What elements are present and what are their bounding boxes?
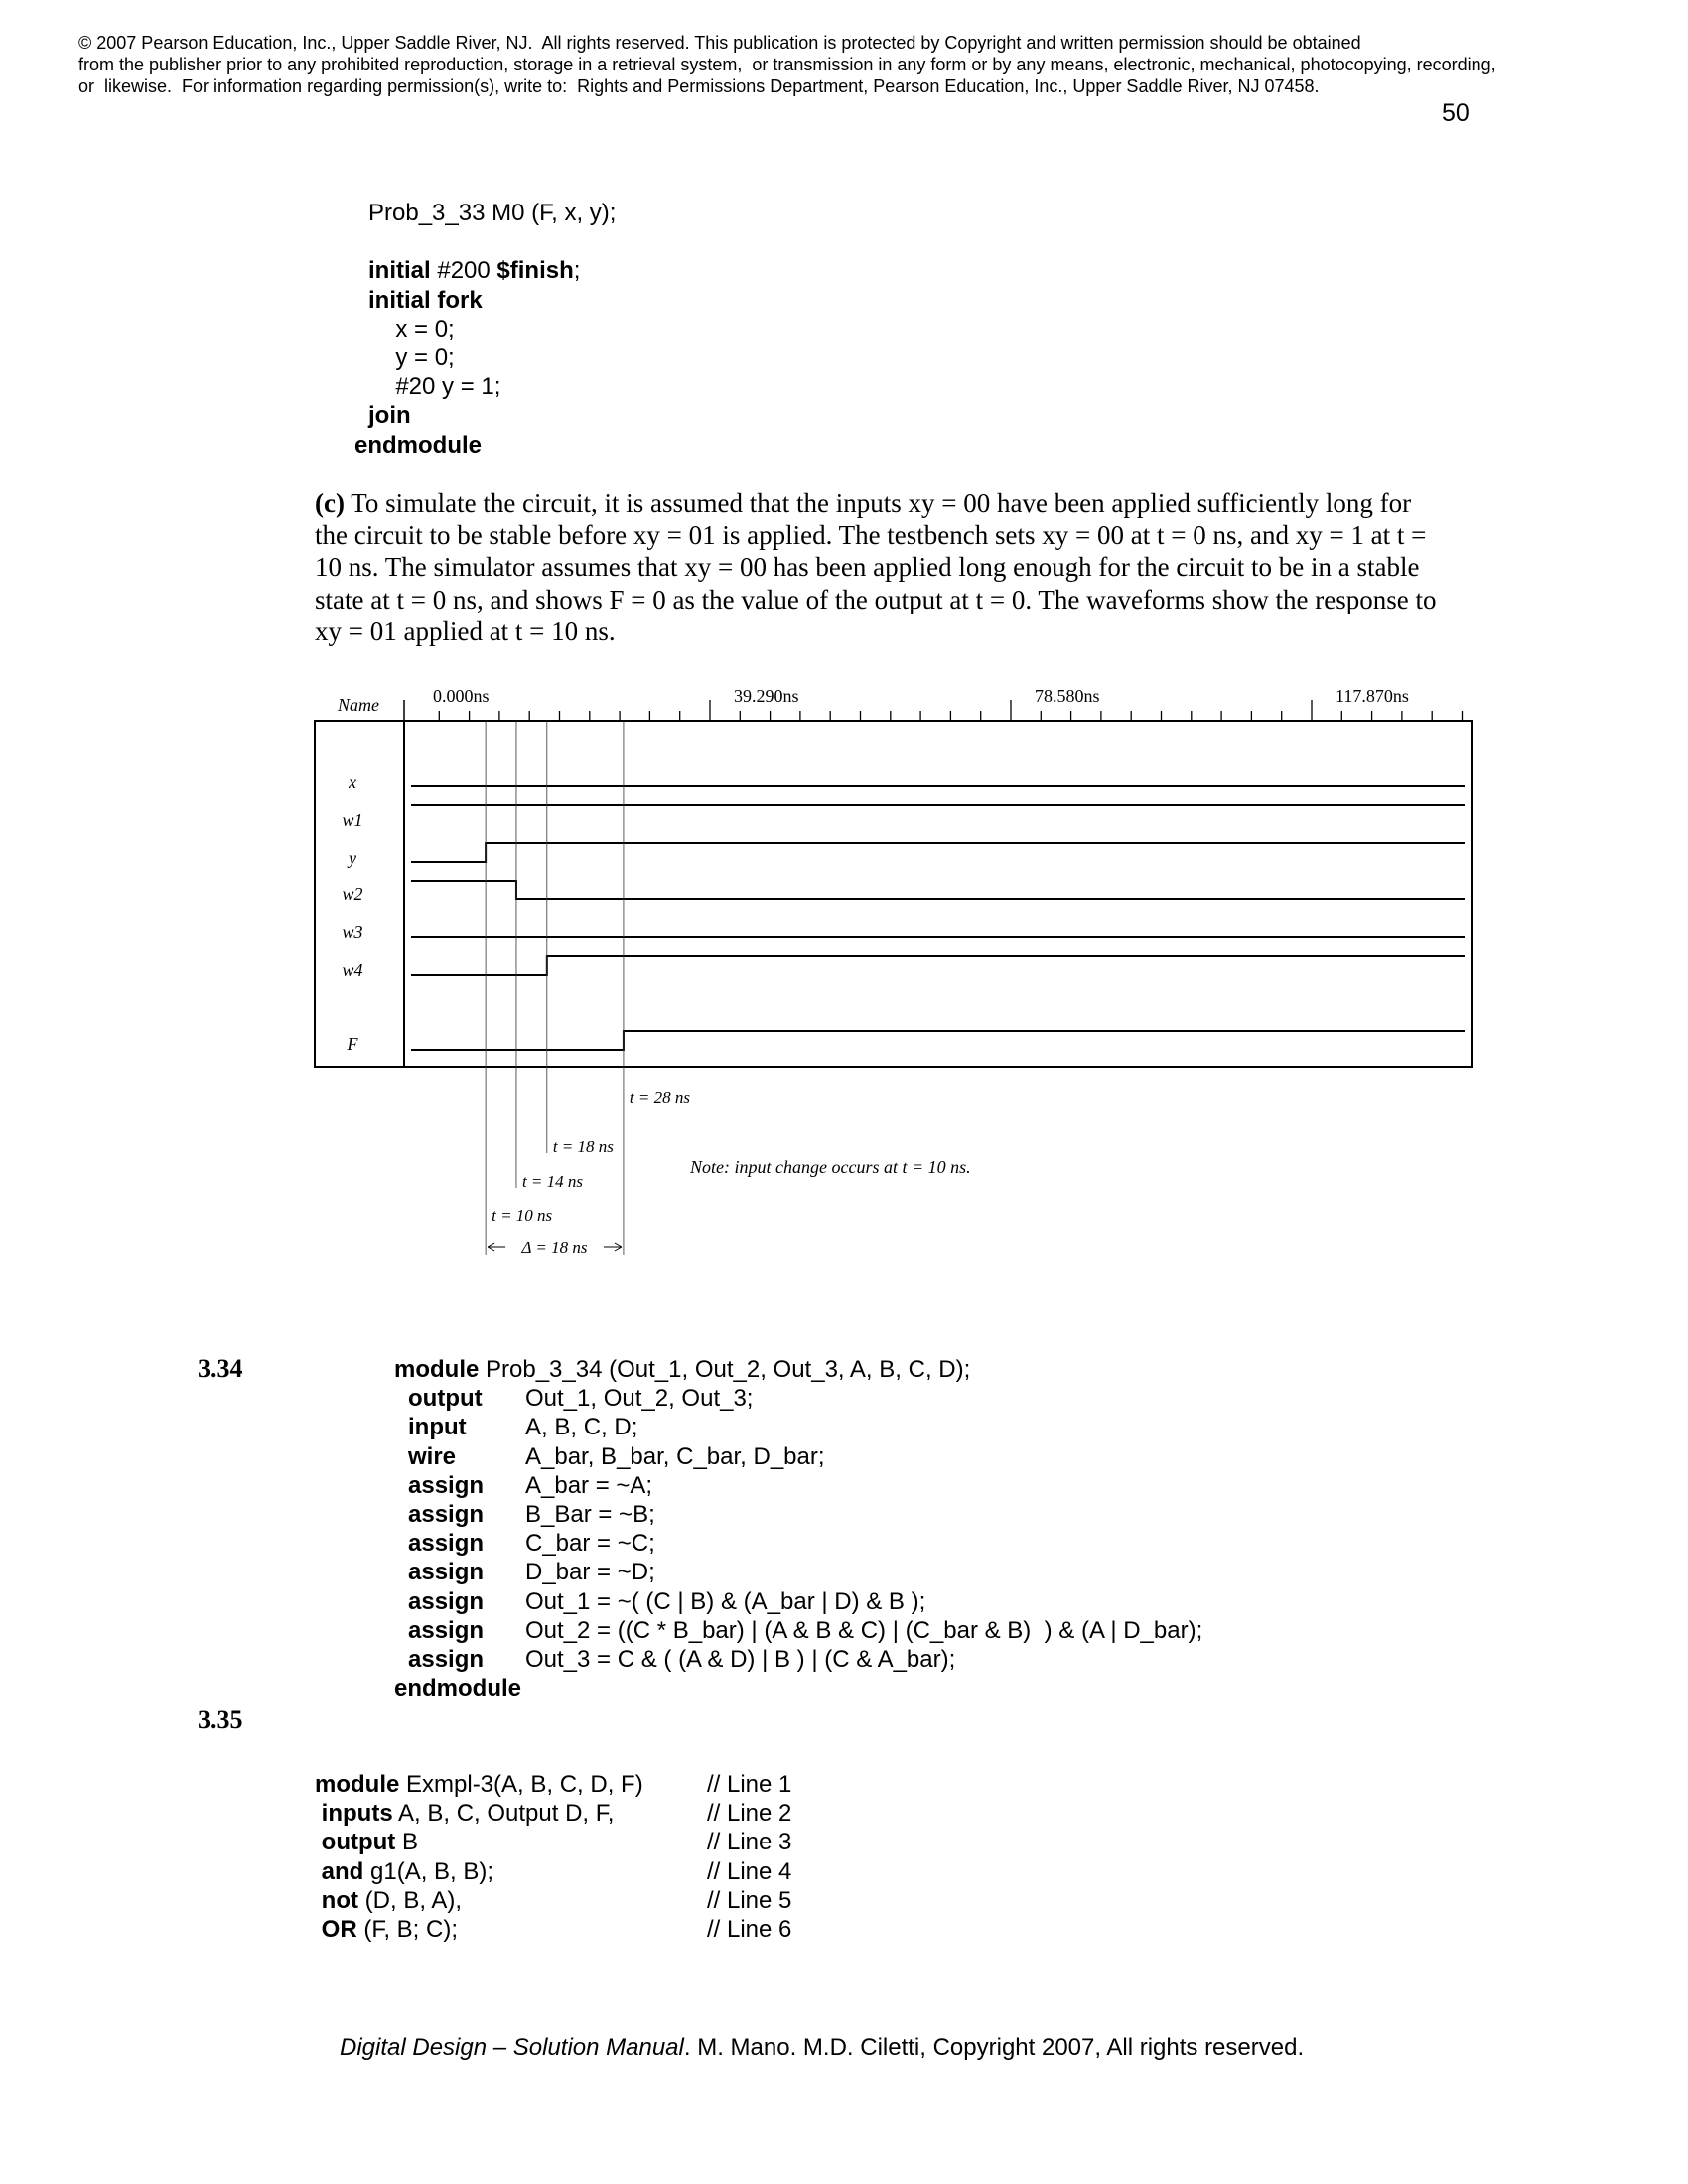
code-text: #200 [430,257,497,285]
code-keyword: assign [408,1645,485,1673]
footer-text: . M. Mano. M.D. Ciletti, Copyright 2007, All rights reserved. [683,2034,1305,2061]
code-text: Out_2 = ((C * B_bar) | (A & B & C) | (C_bar & B) ) & (A | D_bar); [525,1616,1203,1644]
code-keyword: assign [408,1616,485,1644]
code-keyword: initial fork [368,286,483,314]
footer [340,2034,1304,2062]
code-keyword: join [368,402,411,430]
problem-number-3-35: 3.35 [198,1706,243,1734]
code-text: ; [573,257,581,285]
code-line [394,1355,970,1384]
line-comment: // Line 4 [707,1857,792,1885]
copyright-line: or likewise. For information regarding permission(s), write to: Rights and Permissions Department, Pearson Education, Inc., Upper Saddle River, NJ 07458. [78,76,1320,96]
code-keyword: output [321,1829,396,1856]
para-line: 10 ns. The simulator assumes that xy = 00 has been applied long enough for the circuit to be in a stable [315,552,1420,583]
code-keyword: assign [408,1471,485,1499]
code-line [315,1857,792,1886]
name-header: Name [338,695,379,715]
code-line [408,1413,970,1441]
code-text: Out_3 = C & ( (A & D) | B ) | (C & A_bar); [525,1645,956,1673]
code-text: A, B, C, Output D, F, [392,1800,615,1828]
signal-trace-y [411,843,1465,862]
code-text: g1(A, B, B); [363,1857,494,1885]
code-keyword: module [315,1771,400,1798]
code-keyword: not [321,1886,358,1914]
code-text: Out_1 = ~( (C | B) & (A_bar | D) & B ); [525,1587,926,1615]
code-line [408,1587,970,1616]
signal-label-w2: w2 [342,885,363,904]
code-keyword: initial [368,257,431,285]
code-keyword: inputs [321,1800,393,1828]
code-keyword: module [394,1356,480,1383]
line-comment: // Line 5 [707,1886,792,1914]
signal-trace-F [411,1031,1465,1050]
code-keyword: assign [408,1500,485,1528]
signal-label-y: y [349,848,356,868]
code-keyword: output [408,1385,483,1413]
code-text: Out_1, Out_2, Out_3; [525,1385,754,1413]
code-text [315,1858,322,1885]
code-text: A_bar = ~A; [525,1471,653,1499]
code-text: C_bar = ~C; [525,1530,655,1558]
code-line [408,1529,970,1558]
para-line: (c) To simulate the circuit, it is assumed that the inputs xy = 00 have been applied sufficiently long for [315,488,1412,518]
code-text: B_Bar = ~B; [525,1500,655,1528]
code-line [315,1799,792,1828]
code-line [315,1770,792,1799]
signal-label-w1: w1 [342,810,363,830]
time-marker-label: t = 14 ns [521,1172,584,1191]
waveform-frame [315,721,1472,1067]
line-comment: // Line 1 [707,1771,792,1798]
code-text: Exmpl-3(A, B, C, D, F) [399,1771,643,1798]
time-axis-label: 39.290ns [734,686,799,706]
page-number: 50 [1442,99,1470,127]
code-line [315,1886,792,1915]
time-axis-label: 117.870ns [1336,686,1409,706]
code-line [315,1915,792,1944]
code-line [408,1442,970,1471]
code-line [408,1471,970,1500]
code-text: y = 0; [382,343,455,371]
code-keyword: assign [408,1559,485,1586]
code-text [315,1800,322,1827]
code-keyword: $finish [496,257,574,285]
time-marker-label: t = 10 ns [492,1206,553,1225]
signal-label-w4: w4 [342,960,363,980]
code-line [394,1674,970,1703]
signal-trace-w2 [411,881,1465,899]
code-text: A, B, C, D; [525,1414,638,1441]
code-text [315,1887,322,1914]
code-text: Prob_3_34 (Out_1, Out_2, Out_3, A, B, C, D); [479,1356,971,1383]
code-keyword: assign [408,1530,485,1558]
code-text: Prob_3_33 M0 (F, x, y); [368,200,617,226]
code-text: (D, B, A), [357,1886,462,1914]
signal-label-w3: w3 [342,922,363,942]
line-comment: // Line 6 [707,1915,792,1943]
signal-trace-w4 [411,956,1465,975]
code-text [315,1916,322,1943]
time-marker-label: t = 28 ns [629,1088,690,1107]
para-line: the circuit to be stable before xy = 01 is applied. The testbench sets xy = 00 at t = 0 ns, and xy = 1 at t = [315,520,1427,551]
code-line [315,1828,792,1856]
code-keyword: wire [408,1442,457,1470]
para-line: state at t = 0 ns, and shows F = 0 as the value of the output at t = 0. The waveforms show the response to [315,584,1437,614]
signal-label-F: F [347,1034,358,1054]
code-line [408,1558,970,1586]
copyright-line: from the publisher prior to any prohibited reproduction, storage in a retrieval system, or transmission in any form or by any means, electronic, mechanical, photocopying, recording, [78,55,1496,74]
code-text: (F, B; C); [356,1915,459,1943]
signal-label-x: x [349,772,356,792]
line-comment: // Line 2 [707,1800,792,1828]
problem-number-3-34: 3.34 [198,1354,243,1383]
para-line: xy = 01 applied at t = 10 ns. [315,615,616,646]
time-axis-label: 0.000ns [433,686,490,706]
copyright-line: © 2007 Pearson Education, Inc., Upper Saddle River, NJ. All rights reserved. This publication is protected by Copyright and written permission should be obtained [78,33,1361,53]
code-keyword: input [408,1414,467,1441]
delta-label: Δ = 18 ns [521,1238,588,1257]
footer-title: Digital Design – Solution Manual [340,2034,684,2061]
code-line [408,1645,970,1674]
module-exmpl-3-code [315,1770,792,1944]
code-text: D_bar = ~D; [525,1559,655,1586]
module-prob-3-34-code [394,1355,1203,1703]
code-text: A_bar, B_bar, C_bar, D_bar; [525,1442,825,1470]
time-axis-label: 78.580ns [1035,686,1100,706]
part-label: (c) [315,488,345,518]
code-keyword: endmodule [394,1675,522,1703]
waveform-note: Note: input change occurs at t = 10 ns. [690,1158,971,1177]
code-keyword: endmodule [354,431,483,459]
code-line [408,1616,1203,1645]
code-text: #20 y = 1; [382,373,501,401]
code-text: x = 0; [382,315,455,342]
code-keyword: and [321,1857,364,1885]
code-line [408,1500,970,1529]
line-comment: // Line 3 [707,1829,792,1856]
code-keyword: OR [321,1915,357,1943]
time-marker-label: t = 18 ns [552,1137,614,1156]
code-text [315,1829,322,1855]
code-line [408,1384,970,1413]
code-text: B [395,1829,418,1856]
code-keyword: assign [408,1587,485,1615]
